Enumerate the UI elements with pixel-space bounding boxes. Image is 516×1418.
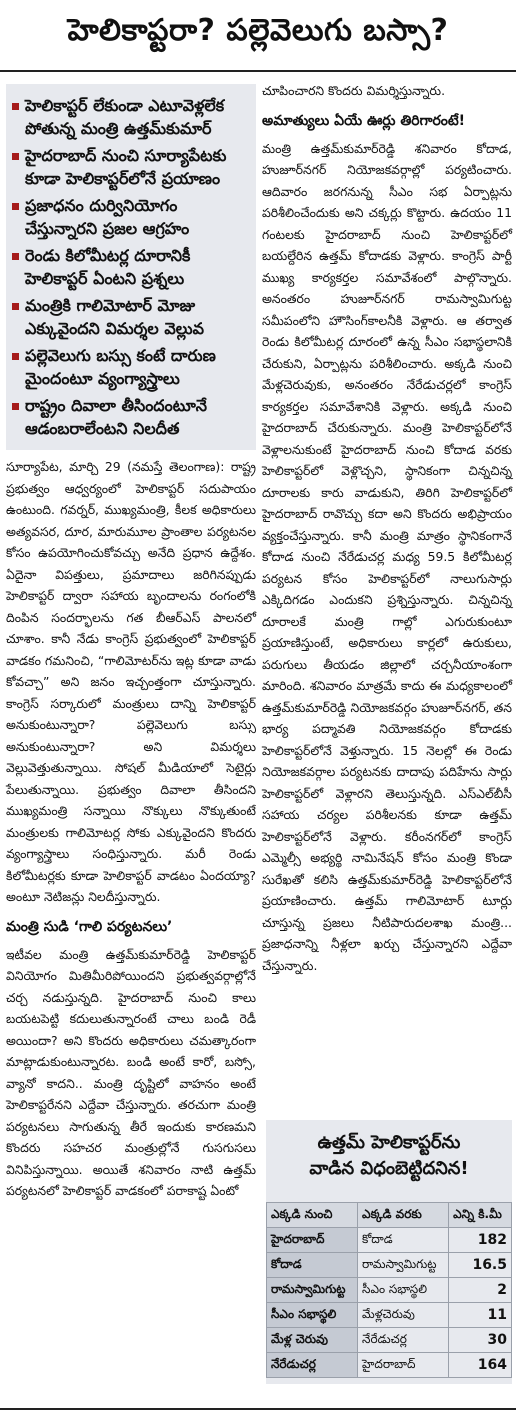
highlight-item: హెలికాప్టర్ లేకుండా ఎటూవెళ్లలేక పోతున్న మంత్రి ఉత్తమ్‌కుమార్ <box>12 94 250 140</box>
column-header: ఎక్కడి వరకు <box>358 1203 449 1228</box>
column-header: ఎక్కడి నుంచి <box>267 1203 358 1228</box>
route-table-title: ఉత్తమ్ హెలికాప్టర్‌ను వాడిన విధంబెట్టిదనిన! <box>309 1132 469 1179</box>
highlight-item: హైదరాబాద్ నుంచి సూర్యాపేటకు కూడా హెలికాప్టర్‌లోనే ప్రయాణం <box>12 144 250 190</box>
table-row: మేళ్ల చెరువు నేరేడుచర్ల 30 <box>267 1328 512 1353</box>
table-row: హైదరాబాద్ కోదాడ 182 <box>267 1228 512 1253</box>
right-column <box>262 80 512 976</box>
bullet-square-icon <box>12 103 19 110</box>
bullet-square-icon <box>12 253 19 260</box>
article-paragraph-continued: చూపించారని కొందరు విమర్శిస్తున్నారు. <box>262 83 446 98</box>
bullet-square-icon <box>12 203 19 210</box>
highlight-item: రెండు కిలోమీటర్ల దూరానికీ హెలికాప్టర్ ఏంటని ప్రశ్నలు <box>12 244 250 290</box>
table-row: రామస్వామిగుట్ట సీఎం సభాస్థలి 2 <box>267 1278 512 1303</box>
highlight-item: రాష్ట్రం దివాలా తీసిందంటూనే ఆడంబరాలేంటని నిలదీత <box>12 394 250 440</box>
highlight-item: పల్లెవెలుగు బస్సు కంటే దారుణ మైందంటూ వ్యంగ్యాస్త్రాలు <box>12 344 250 390</box>
article-paragraph: ఇటీవల మంత్రి ఉత్తమ్‌కుమార్‌రెడ్డి హెలికాప్టర్ వినియోగం మితిమీరిపోయిందని ప్రభుత్వవర్గాల్లోనే చర్చ నడుస్తున్నది. హైదరాబాద్ నుంచి కాలు బయటపెట్టి కదులుతున్నారంటే చాలు బండి రెడీ అయిందా? అని కొందరు అధికారులు చమత్కారంగా మాట్లాడుకుంటున్నారట. బండి అంటే కారో, బస్సో, వ్యానో కాదని.. మంత్రి దృష్టిలో వాహనం అంటే హెలికాప్టరేనని ఎద్దేవా చేస్తున్నారు. తరచుగా మంత్రి పర్యటనలు సాగుతున్న తీరే ఇందుకు కారణమని కొందరు సహచర మంత్రుల్లోనే గుసగుసలు వినిపిస్తున్నాయి. అయితే శనివారం నాటి ఉత్తమ్ పర్యటనలో హెలికాప్టర్ వాడకంలో పరాకాష్ట ఏంటో <box>6 946 256 1198</box>
table-row: నేరేడుచర్ల హైదరాబాద్ 164 <box>267 1353 512 1378</box>
bottom-divider <box>0 1408 516 1410</box>
bullet-square-icon <box>12 353 19 360</box>
left-column <box>6 84 256 1202</box>
page-headline: హెలికాప్టరా? పల్లెవెలుగు బస్సా? <box>67 13 449 48</box>
bullet-square-icon <box>12 303 19 310</box>
route-table <box>266 1202 512 1378</box>
bullet-square-icon <box>12 153 19 160</box>
route-table-box <box>266 1120 512 1384</box>
bullet-square-icon <box>12 403 19 410</box>
article-paragraph-intro: సూర్యాపేట, మార్చి 29 (నమస్తే తెలంగాణ): రాష్ట్ర ప్రభుత్వం ఆధ్వర్యంలో హెలికాప్టర్ సదుపాయం ఉంటుంది. గవర్నర్, ముఖ్యమంత్రి, కీలక అధికారులు అత్యవసర, దూర, మారుమూల ప్రాంతాల పర్యటనల కోసం ఉపయోగించుకోవచ్చు అనేది ప్రధాన ఉద్దేశం. ఏదైనా విపత్తులు, ప్రమాదాలు జరిగినప్పుడు హెలికాప్టర్ ద్వారా సహాయ బృందాలను రంగంలోకి దింపిన సందర్భాలను గత బీఆర్‌ఎస్ పాలనలో చూశాం. కానీ నేడు కాంగ్రెస్ ప్రభుత్వంలో హెలికాప్టర్ వాడకం గమనించి, “గాలిమోటర్‌ను ఇట్ల కూడా వాడు కోవచ్చా” అని జనం ఇచ్చంత్తంగా చూస్తున్నారు. కాంగ్రెస్ సర్కారులో మంత్రులు దాన్ని హెలికాప్టర్ అనుకుంటున్నారా? పల్లెవెలుగు బస్సు అనుకుంటున్నారా? అని విమర్శలు వెల్లువెత్తుతున్నాయి. సోషల్ మీడియాలో సెటైర్లు పేలుతున్నాయి. ప్రభుత్వం దివాలా తీసిందని ముఖ్యమంత్రి సన్నాయి నొక్కులు నొక్కుతుంటే మంత్రులకు గాలిమోటర్ల సోకు ఎక్కువైందని కొందరు వ్యంగ్యాస్త్రాలు సంధిస్తున్నారు. మరీ రెండు కిలోమీటర్లకు కూడా హెలికాప్టర్ వాడటం ఏందయ్యా? అంటూ నెటిజన్లు నిలదీస్తున్నారు. <box>6 459 256 904</box>
column-header: ఎన్ని కి.మీ <box>449 1203 512 1228</box>
table-row: కోదాడ రామస్వామిగుట్ట 16.5 <box>267 1253 512 1278</box>
highlights-box <box>6 84 256 450</box>
table-header-row <box>267 1203 512 1228</box>
table-row: సీఎం సభాస్థలి మేళ్లచెరువు 11 <box>267 1303 512 1328</box>
section-subhead: మంత్రి సుడి ‘గాలి పర్యటనలు’ <box>6 918 173 935</box>
section-subhead: అమాత్యులు ఏయే ఊర్లు తిరిగారంటే! <box>262 112 466 129</box>
highlight-item: ప్రజాధనం దుర్వినియోగం చేస్తున్నారని ప్రజల ఆగ్రహం <box>12 194 250 240</box>
highlight-item: మంత్రికి గాలిమోటార్ మోజు ఎక్కువైందని విమర్శల వెల్లువ <box>12 294 250 340</box>
article-paragraph: మంత్రి ఉత్తమ్‌కుమార్‌రెడ్డి శనివారం కోదాడ, హుజూర్‌నగర్ నియోజకవర్గాల్లో పర్యటించారు. ఆదివారం జరగనున్న సీఎం సభ ఏర్పాట్లను పరిశీలించేందుకు అని చక్కర్లు కొట్టారు. ఉదయం 11 గంటలకు హైదరాబాద్ నుంచి హెలికాప్టర్‌లో బయల్దేరిన ఉత్తమ్ కోదాడకు వెళ్లారు. కాంగ్రెస్ పార్టీ ముఖ్య కార్యకర్తల సమావేశంలో పాల్గొన్నారు. అనంతరం హుజూర్‌నగర్ రామస్వామిగుట్ట సమీపంలోని హౌసింగ్‌కాలనీకి వెళ్లారు. ఆ తర్వాత రెండు కిలోమీటర్ల దూరంలో ఉన్న సీఎం సభాస్థలానికి చేరుకుని, ఏర్పాట్లను పరిశీలించారు. అక్కడి నుంచి మేళ్లచెరువుకు, అనంతరం నేరేడుచర్లలో కాంగ్రెస్ కార్యకర్తల సమావేశానికి వెళ్లారు. అక్కడి నుంచి హైదరాబాద్ చేరుకున్నారు. మంత్రి హెలికాప్టర్‌లోనే వెళ్లాలనుకుంటే హైదరాబాద్ నుంచి కోదాడ వరకు హెలికాప్టర్‌లో వెళ్లొచ్చని, స్థానికంగా చిన్నచిన్న దూరాలకు కారు వాడుకుని, తిరిగి హెలికాప్టర్‌లో హైదరాబాద్ రావొచ్చు కదా అని కొందరు అభిప్రాయం వ్యక్తంచేస్తున్నారు. కానీ మంత్రి మాత్రం స్థానికంగానే కోదాడ నుంచి నేరేడుచర్ల మధ్య 59.5 కిలోమీటర్ల పర్యటన కోసం హెలికాప్టర్‌లో నాలుగుసార్లు ఎక్కిదిగడం ఎందుకని ప్రశ్నిస్తున్నారు. చిన్నచిన్న దూరాలకే మంత్రి గాల్లో ఎగురుకుంటూ ప్రయాణిస్తుంటే, అధికారులు కార్లలో ఉరుకులు, పరుగులు తీయడం జిల్లాలో చర్చనీయాంశంగా మారింది. శనివారం మాత్రమే కాదు ఈ మధ్యకాలంలో ఉత్తమ్‌కుమార్‌రెడ్డి నియోజకవర్గం హుజూర్‌నగర్, తన భార్య పద్మావతి నియోజకవర్గం కోదాడకు హెలికాప్టర్‌లోనే వెళ్తున్నారు. 15 నెలల్లో ఈ రెండు నియోజకవర్గాల పర్యటనకు దాదాపు పదిహేను సార్లు హెలికాప్టర్‌లో వెళ్లారని తెలుస్తున్నది. ఎస్‌ఎల్‌బీసీ సహాయ చర్యల పరిశీలనకు కూడా ఉత్తమ్ హెలికాప్టర్‌లోనే వెళ్లారు. కరీంనగర్‌లో కాంగ్రెస్ ఎమ్మెల్సీ అభ్యర్థి నామినేషన్ కోసం మంత్రి కొండా సురేఖతో కలిసి ఉత్తమ్‌కుమార్‌రెడ్డి హెలికాప్టర్‌లోనే ప్రయాణించారు. ఉత్తమ్ గాలిమోటార్ టూర్లు చూస్తున్న ప్రజలు నీటిపారుదలశాఖ మంత్రి... ప్రజాధనాన్ని నీళ్లలా ఖర్చు చేస్తున్నారని ఎద్దేవా చేస్తున్నారు. <box>262 140 512 973</box>
headline-divider <box>0 70 516 72</box>
